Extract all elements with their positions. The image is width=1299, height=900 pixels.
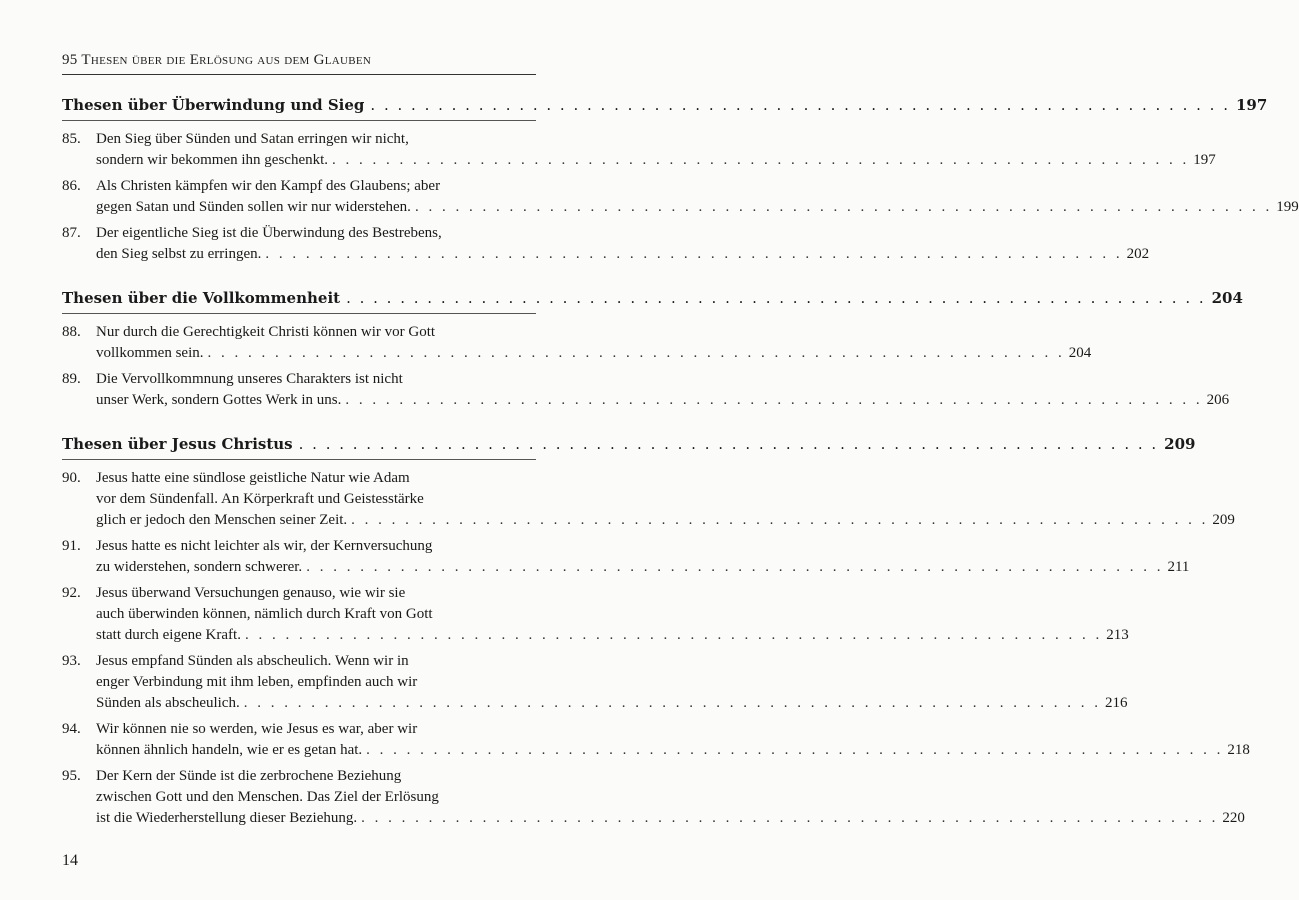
entry-text: [96, 369, 1229, 411]
entry-last-line: [96, 343, 1091, 364]
toc-entry: [62, 369, 1230, 411]
entry-line: unser Werk, sondern Gottes Werk in uns.: [96, 392, 342, 408]
entry-number: 85.: [62, 131, 81, 147]
entry-line: vollkommen sein.: [96, 345, 204, 361]
entry-line: auch überwinden können, nämlich durch Kraft von Gott: [96, 606, 433, 622]
toc-entry: [62, 536, 1190, 578]
entry-page-number: 199: [1276, 199, 1299, 215]
section-heading: [62, 92, 1268, 118]
entry-number: 91.: [62, 538, 81, 554]
header-rule: [62, 74, 536, 75]
entry-number: 94.: [62, 721, 81, 737]
entry-number: 89.: [62, 371, 81, 387]
entry-line: Der eigentliche Sieg ist die Überwindung des Bestrebens,: [96, 225, 442, 241]
entry-line: Als Christen kämpfen wir den Kampf des Glaubens; aber: [96, 178, 441, 194]
entry-line: Den Sieg über Sünden und Satan erringen wir nicht,: [96, 131, 409, 147]
toc-entry: [62, 583, 1129, 646]
entry-line: glich er jedoch den Menschen seiner Zeit.: [96, 512, 348, 528]
entry-line: Jesus überwand Versuchungen genauso, wie wir sie: [96, 585, 406, 601]
entry-text: [96, 651, 1127, 714]
entry-line: Die Vervollkommnung unseres Charakters ist nicht: [96, 371, 403, 387]
section-title: Thesen über die Vollkommenheit: [62, 289, 341, 307]
entry-line: enger Verbindung mit ihm leben, empfinden auch wir: [96, 674, 418, 690]
entry-line: Wir können nie so werden, wie Jesus es war, aber wir: [96, 721, 418, 737]
entry-page-number: 202: [1126, 246, 1150, 262]
entry-text: [96, 129, 1216, 171]
entry-text: [96, 176, 1299, 218]
toc-section: [62, 431, 1250, 829]
entry-last-line: [96, 808, 1245, 829]
toc-section: [62, 285, 1243, 411]
entry-page-number: 209: [1212, 512, 1235, 528]
entry-line: können ähnlich handeln, wie er es getan hat.: [96, 742, 363, 758]
section-rule: [62, 313, 536, 314]
section-title: Thesen über Überwindung und Sieg: [62, 96, 365, 114]
entry-number: 90.: [62, 470, 81, 486]
page-number: 14: [62, 852, 78, 869]
toc-entry: [62, 129, 1216, 171]
entry-page-number: 204: [1068, 345, 1092, 361]
entry-page-number: 216: [1104, 695, 1128, 711]
entry-number: 88.: [62, 324, 81, 340]
toc-section: [62, 92, 1299, 265]
entry-text: [96, 223, 1149, 265]
entry-number: 92.: [62, 585, 81, 601]
section-page-number: 204: [1211, 289, 1243, 307]
entry-line: Jesus empfand Sünden als abscheulich. Wenn wir in: [96, 653, 409, 669]
section-page-number: 209: [1164, 435, 1196, 453]
entry-page-number: 213: [1106, 627, 1129, 643]
section-heading: [62, 431, 1196, 457]
toc-entry: [62, 322, 1092, 364]
dot-leader: . . . . . . . . . . . . . . . . . . . . . . . . . . . . . . . . . . . . . . . . . . . . . . . . . . . . . . . . . . . . . . . .: [207, 345, 1065, 361]
entry-text: [96, 536, 1189, 578]
dot-leader: . . . . . . . . . . . . . . . . . . . . . . . . . . . . . . . . . . . . . . . . . . . . . . . . . . . . . . . . . . . . . . . .: [244, 627, 1103, 643]
entry-text: [96, 468, 1235, 531]
dot-leader: . . . . . . . . . . . . . . . . . . . . . . . . . . . . . . . . . . . . . . . . . . . . . . . . . . . . . . . . . . . . . . . .: [265, 246, 1123, 262]
dot-leader: . . . . . . . . . . . . . . . . . . . . . . . . . . . . . . . . . . . . . . . . . . . . . . . . . . . . . . . . . . . . . . . .: [414, 199, 1273, 215]
entry-text: [96, 719, 1250, 761]
entry-page-number: 206: [1206, 392, 1230, 408]
entry-line: Sünden als abscheulich.: [96, 695, 240, 711]
entry-number: 87.: [62, 225, 81, 241]
entry-text: [96, 766, 1245, 829]
dot-leader: . . . . . . . . . . . . . . . . . . . . . . . . . . . . . . . . . . . . . . . . . . . . . . . . . . . . . . . . . . . . . . . .: [345, 392, 1203, 408]
table-of-contents: [62, 92, 1299, 849]
section-rule: [62, 459, 536, 460]
entry-line: Jesus hatte eine sündlose geistliche Natur wie Adam: [96, 470, 410, 486]
dot-leader: . . . . . . . . . . . . . . . . . . . . . . . . . . . . . . . . . . . . . . . . . . . . . . . . . . . . . . . . . . . . . . . .: [361, 810, 1219, 826]
running-head: 95 Thesen über die Erlösung aus dem Glauben: [62, 52, 372, 68]
section-rule: [62, 120, 536, 121]
toc-entry: [62, 176, 1299, 218]
toc-entry: [62, 719, 1250, 761]
entry-last-line: [96, 150, 1216, 171]
dot-leader: . . . . . . . . . . . . . . . . . . . . . . . . . . . . . . . . . . . . . . . . . . . . . . . . . . . . . . . . . . . . . . . .: [346, 289, 1206, 307]
dot-leader: . . . . . . . . . . . . . . . . . . . . . . . . . . . . . . . . . . . . . . . . . . . . . . . . . . . . . . . . . . . . . . . .: [351, 512, 1209, 528]
entry-last-line: [96, 510, 1235, 531]
entry-line: zu widerstehen, sondern schwerer.: [96, 559, 303, 575]
entry-line: ist die Wiederherstellung dieser Beziehung.: [96, 810, 358, 826]
dot-leader: . . . . . . . . . . . . . . . . . . . . . . . . . . . . . . . . . . . . . . . . . . . . . . . . . . . . . . . . . . . . . . . .: [366, 742, 1224, 758]
dot-leader: . . . . . . . . . . . . . . . . . . . . . . . . . . . . . . . . . . . . . . . . . . . . . . . . . . . . . . . . . . . . . . . .: [298, 435, 1159, 453]
entry-last-line: [96, 390, 1229, 411]
entry-page-number: 197: [1193, 152, 1216, 168]
entry-number: 93.: [62, 653, 81, 669]
entry-last-line: [96, 197, 1299, 218]
entry-text: [96, 322, 1091, 364]
entry-last-line: [96, 244, 1149, 265]
section-title: Thesen über Jesus Christus: [62, 435, 293, 453]
entry-last-line: [96, 557, 1189, 578]
entry-page-number: 220: [1222, 810, 1245, 826]
toc-entry: [62, 468, 1235, 531]
entry-line: vor dem Sündenfall. An Körperkraft und Geistesstärke: [96, 491, 424, 507]
entry-number: 86.: [62, 178, 81, 194]
entry-text: [96, 583, 1129, 646]
entry-last-line: [96, 625, 1129, 646]
dot-leader: . . . . . . . . . . . . . . . . . . . . . . . . . . . . . . . . . . . . . . . . . . . . . . . . . . . . . . . . . . . . . . . .: [243, 695, 1101, 711]
section-page-number: 197: [1235, 96, 1268, 114]
entry-line: den Sieg selbst zu erringen.: [96, 246, 262, 262]
entry-line: gegen Satan und Sünden sollen wir nur widerstehen.: [96, 199, 411, 215]
entry-last-line: [96, 693, 1127, 714]
entry-line: sondern wir bekommen ihn geschenkt.: [96, 152, 329, 168]
dot-leader: . . . . . . . . . . . . . . . . . . . . . . . . . . . . . . . . . . . . . . . . . . . . . . . . . . . . . . . . . . . . . . . .: [370, 96, 1230, 114]
dot-leader: . . . . . . . . . . . . . . . . . . . . . . . . . . . . . . . . . . . . . . . . . . . . . . . . . . . . . . . . . . . . . . . .: [306, 559, 1164, 575]
entry-line: Nur durch die Gerechtigkeit Christi können wir vor Gott: [96, 324, 436, 340]
entry-line: zwischen Gott und den Menschen. Das Ziel der Erlösung: [96, 789, 439, 805]
entry-line: statt durch eigene Kraft.: [96, 627, 241, 643]
entry-page-number: 211: [1167, 559, 1190, 575]
entry-number: 95.: [62, 768, 81, 784]
dot-leader: . . . . . . . . . . . . . . . . . . . . . . . . . . . . . . . . . . . . . . . . . . . . . . . . . . . . . . . . . . . . . . . .: [332, 152, 1190, 168]
section-heading: [62, 285, 1243, 311]
entry-line: Jesus hatte es nicht leichter als wir, der Kernversuchung: [96, 538, 433, 554]
toc-entry: [62, 223, 1150, 265]
toc-entry: [62, 651, 1128, 714]
entry-last-line: [96, 740, 1250, 761]
entry-page-number: 218: [1227, 742, 1250, 758]
toc-entry: [62, 766, 1245, 829]
entry-line: Der Kern der Sünde ist die zerbrochene Beziehung: [96, 768, 402, 784]
